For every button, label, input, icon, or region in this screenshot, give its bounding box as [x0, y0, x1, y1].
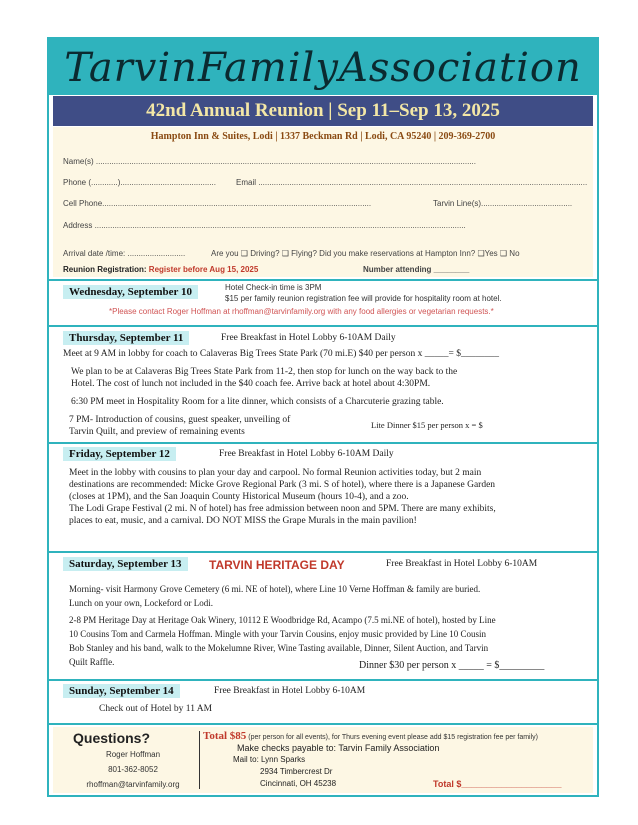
lite-dinner-price: Lite Dinner $15 per person x = $ — [371, 420, 483, 430]
thursday-breakfast: Free Breakfast in Hotel Lobby 6-10AM Daily — [221, 333, 396, 343]
thursday-label: Thursday, September 11 — [63, 331, 189, 345]
coach-trip: Meet at 9 AM in lobby for coach to Calaveras Big Trees State Park (70 mi.E) $40 per person x _____= $________ — [63, 349, 499, 359]
contact-email[interactable]: rhoffman@tarvinfamily.org — [86, 780, 180, 789]
saturday-text-5: Bob Stanley and his band, walk to the Mokelumne River, Wine Tasting available, Dinner, Silent Auction, and Tarvin — [69, 643, 489, 653]
section-divider — [49, 551, 597, 553]
section-divider — [49, 325, 597, 327]
footer-divider — [199, 731, 200, 789]
section-divider — [49, 723, 597, 725]
registration-form — [53, 127, 593, 277]
hotel-info: Hampton Inn & Suites, Lodi | 1337 Beckman Rd | Lodi, CA 95240 | 209-369-2700 — [150, 131, 496, 142]
checkout-time: Check out of Hotel by 11 AM — [99, 704, 213, 714]
registration-fee-note: $15 per family reunion registration fee will provide for hospitality room at hotel. — [225, 294, 502, 303]
evening-program-2: Tarvin Quilt, and preview of remaining events — [69, 427, 245, 437]
tarvin-line-field[interactable]: Tarvin Line(s)......................................... — [433, 199, 573, 208]
section-divider — [49, 679, 597, 681]
saturday-text-4: 10 Cousins Tom and Carmela Hoffman. Mingle with your Tarvin Cousins, enjoy music provided by Line 10 Cousin — [69, 629, 486, 639]
saturday-dinner-price: Dinner $30 per person x _____ = $_________ — [359, 660, 545, 671]
friday-label: Friday, September 12 — [63, 447, 176, 461]
thursday-plan-1: We plan to be at Calaveras Big Trees State Park from 11-2, then stop for lunch on the way back to the — [71, 367, 458, 377]
friday-breakfast: Free Breakfast in Hotel Lobby 6-10AM Daily — [219, 449, 394, 459]
mail-to: Mail to: Lynn Sparks — [233, 755, 306, 764]
sunday-label: Sunday, September 14 — [63, 684, 180, 698]
total-entry-line[interactable]: Total $____________________ — [433, 779, 562, 789]
number-attending-field[interactable]: Number attending ________ — [363, 265, 470, 274]
saturday-text-1: Morning- visit Harmony Grove Cemetery (6 mi. NE of hotel), where Line 10 Verne Hoffman & family are buried. — [69, 584, 481, 594]
travel-questions[interactable]: Are you ❑ Driving? ❑ Flying? Did you make reservations at Hampton Inn? ❑Yes ❑ No — [211, 249, 520, 258]
address-field[interactable]: Address ....................................................................................................................................................................... — [63, 221, 466, 230]
wednesday-label: Wednesday, September 10 — [63, 285, 198, 299]
friday-text-5: places to eat, music, and a carnival. DO NOT MISS the Grape Murals in the main pavilion! — [69, 516, 417, 526]
header-band — [49, 39, 597, 95]
total-note: (per person for all events), for Thurs evening event please add $15 registration fee per family) — [246, 734, 538, 741]
total-amount: Total $85 — [203, 730, 247, 742]
section-divider — [49, 442, 597, 444]
mail-city: Cincinnati, OH 45238 — [260, 779, 337, 788]
saturday-text-3: 2-8 PM Heritage Day at Heritage Oak Winery, 10112 E Woodbridge Rd, Acampo (7.5 mi.NE of hotel), hosted by Line — [69, 615, 496, 625]
footer-payment — [53, 727, 593, 793]
checkin-time: Hotel Check-in time is 3PM — [225, 283, 322, 292]
email-field[interactable]: Email .................................................................................................................................................... — [236, 178, 588, 187]
questions-heading: Questions? — [73, 730, 151, 746]
friday-text-4: The Lodi Grape Festival (2 mi. N of hotel) has free admission between noon and 5PM. There are many exhibits, — [69, 504, 496, 514]
saturday-label: Saturday, September 13 — [63, 557, 188, 571]
friday-text-1: Meet in the lobby with cousins to plan your day and carpool. No formal Reunion activities today, but 2 main — [69, 468, 482, 478]
sunday-breakfast: Free Breakfast in Hotel Lobby 6-10AM — [214, 686, 366, 696]
saturday-text-2: Lunch on your own, Lockeford or Lodi. — [69, 598, 213, 608]
association-logo: TarvinFamilyAssociation — [64, 45, 582, 91]
section-divider — [49, 279, 597, 281]
contact-phone: 801-362-8052 — [108, 765, 158, 774]
phone-field[interactable]: Phone (............)........................................... — [63, 178, 216, 187]
name-field[interactable]: Name(s) ........................................................................................................................................................................... — [63, 157, 476, 166]
friday-text-2: destinations are recommended: Micke Grove Regional Park (3 mi. S of hotel), where there is a Japanese Garden — [69, 480, 496, 490]
thursday-plan-2: Hotel. The cost of lunch not included in the $40 coach fee. Arrive back at hotel about 4:30PM. — [71, 379, 431, 389]
mail-street: 2934 Timbercrest Dr — [260, 767, 333, 776]
heritage-day-title: TARVIN HERITAGE DAY — [209, 558, 345, 572]
saturday-breakfast: Free Breakfast in Hotel Lobby 6-10AM — [386, 559, 538, 569]
friday-text-3: (closes at 1PM), and the San Joaquin County Historical Museum (hours 10-4), and a zoo. — [69, 492, 409, 502]
total-cost — [203, 730, 538, 742]
reunion-registration — [63, 265, 258, 274]
registration-label: Reunion Registration: — [63, 265, 147, 274]
saturday-text-6: Quilt Raffle. — [69, 657, 115, 667]
cell-phone-field[interactable]: Cell Phone......................................................................................................................... — [63, 199, 372, 208]
contact-name: Roger Hoffman — [105, 750, 161, 759]
hospitality-dinner: 6:30 PM meet in Hospitality Room for a lite dinner, which consists of a Charcuterie grazing table. — [71, 397, 444, 407]
registration-deadline: Register before Aug 15, 2025 — [148, 265, 259, 274]
reunion-title: 42nd Annual Reunion | Sep 11–Sep 13, 2025 — [53, 96, 593, 126]
evening-program-1: 7 PM- Introduction of cousins, guest speaker, unveiling of — [69, 415, 291, 425]
arrival-field[interactable]: Arrival date /time: .......................... — [63, 249, 186, 258]
checks-payable: Make checks payable to: Tarvin Family Association — [237, 743, 440, 753]
registration-flyer — [47, 37, 599, 797]
allergy-note: *Please contact Roger Hoffman at rhoffman@tarvinfamily.org with any food allergies or vegetarian requests.* — [109, 307, 494, 316]
